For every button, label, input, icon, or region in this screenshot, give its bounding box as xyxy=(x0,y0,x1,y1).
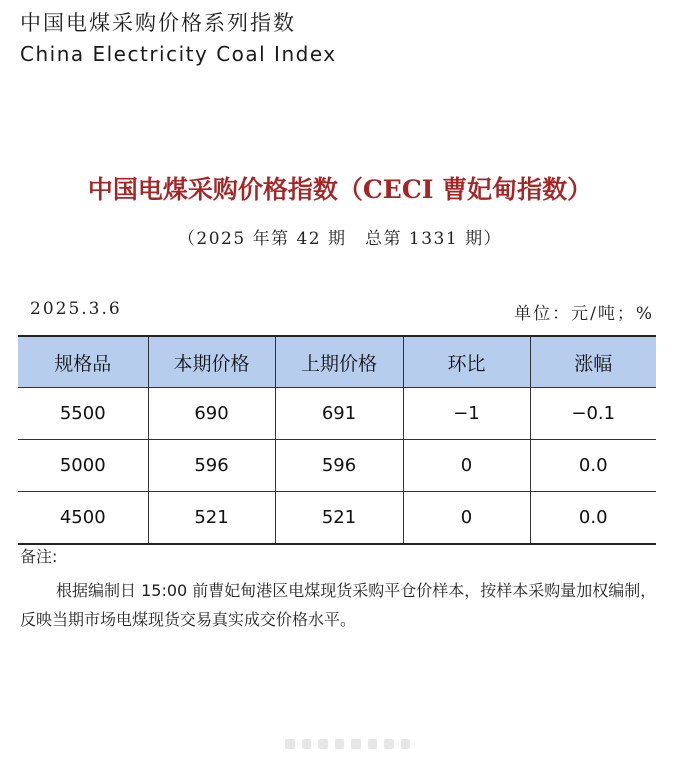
cell-change-pct: 0.0 xyxy=(530,440,656,492)
table-header-row xyxy=(18,336,656,388)
cell-current-price: 521 xyxy=(148,492,275,545)
table-row xyxy=(18,492,656,545)
table-row xyxy=(18,388,656,440)
unit-label: 单位：元/吨；% xyxy=(514,304,654,324)
series-title-en: China Electricity Coal Index xyxy=(20,42,337,66)
cell-current-price: 596 xyxy=(148,440,275,492)
cell-change-pct: 0.0 xyxy=(530,492,656,545)
report-title: 中国电煤采购价格指数（CECI 曹妃甸指数） xyxy=(87,175,593,204)
cell-spec: 5500 xyxy=(18,388,148,440)
header-current-price: 本期价格 xyxy=(148,336,275,388)
issue-number: （2025 年第 42 期 总第 1331 期） xyxy=(177,229,503,249)
header-spec: 规格品 xyxy=(18,336,148,388)
price-index-table xyxy=(18,335,656,545)
header-change-pct: 涨幅 xyxy=(530,336,656,388)
cell-change: 0 xyxy=(403,492,530,545)
cell-change: −1 xyxy=(403,388,530,440)
cell-spec: 5000 xyxy=(18,440,148,492)
cell-change-pct: −0.1 xyxy=(530,388,656,440)
cell-previous-price: 691 xyxy=(275,388,403,440)
cell-change: 0 xyxy=(403,440,530,492)
series-title-cn: 中国电煤采购价格系列指数 xyxy=(20,11,296,35)
watermark-dots xyxy=(285,738,410,750)
header-previous-price: 上期价格 xyxy=(275,336,403,388)
notes-body: 根据编制日 15:00 前曹妃甸港区电煤现货采购平仓价样本，按样本采购量加权编制，反映当期市场电煤现货交易真实成交价格水平。 xyxy=(20,581,657,629)
cell-current-price: 690 xyxy=(148,388,275,440)
report-date: 2025.3.6 xyxy=(30,299,122,319)
header-change: 环比 xyxy=(403,336,530,388)
cell-spec: 4500 xyxy=(18,492,148,545)
cell-previous-price: 521 xyxy=(275,492,403,545)
table-row xyxy=(18,440,656,492)
notes-label: 备注: xyxy=(20,547,58,566)
cell-previous-price: 596 xyxy=(275,440,403,492)
